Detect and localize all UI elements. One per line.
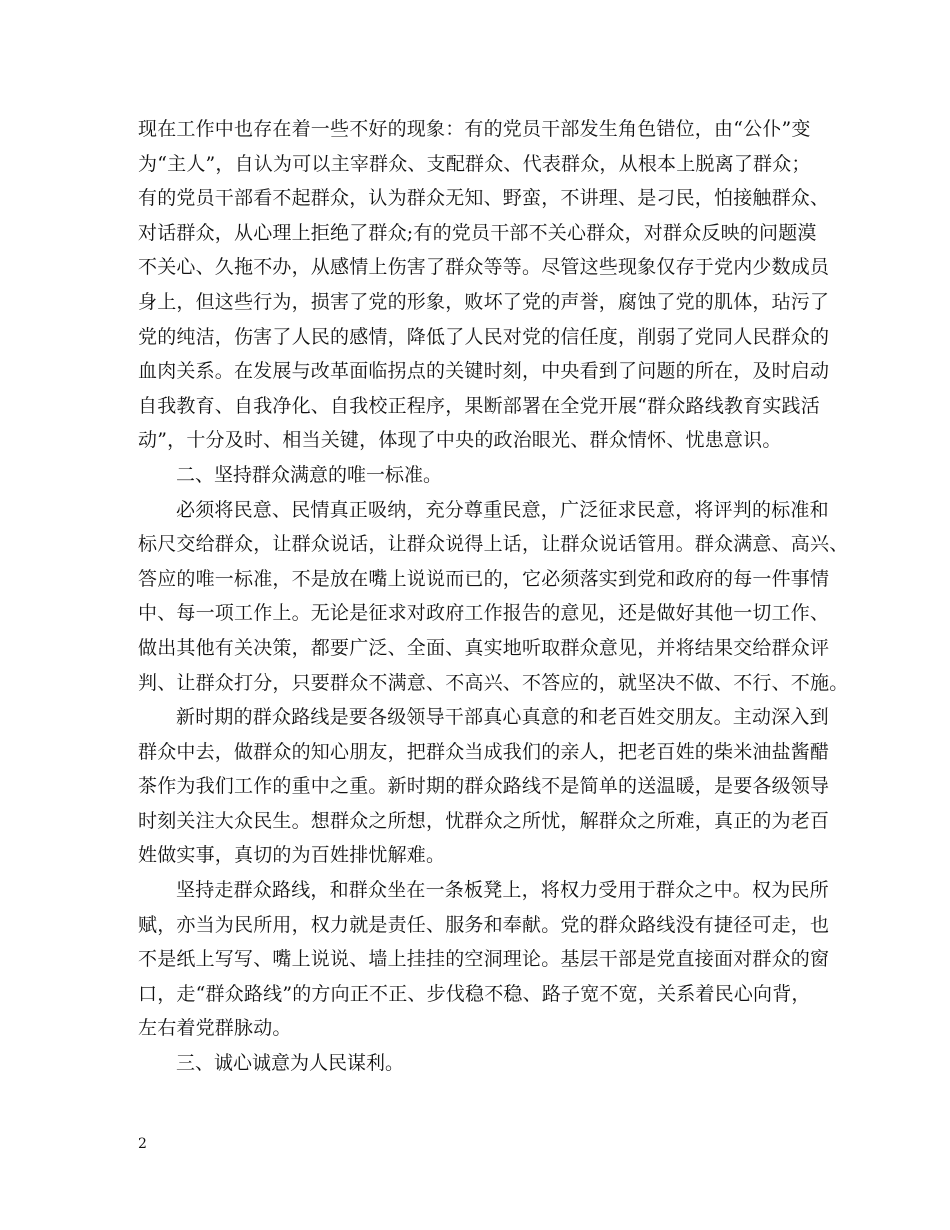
- text-line: 群众中去，做群众的知心朋友，把群众当成我们的亲人，把老百姓的柴米油盐酱醋: [138, 740, 830, 763]
- text-line: 为“主人”，自认为可以主宰群众、支配群众、代表群众，从根本上脱离了群众；: [138, 152, 811, 175]
- text-line: 答应的唯一标准，不是放在嘴上说说而已的，它必须落实到党和政府的每一件事情: [138, 567, 830, 590]
- text-line: 党的纯洁，伤害了人民的感情，降低了人民对党的信任度，削弱了党同人民群众的: [138, 325, 830, 348]
- text-line: 血肉关系。在发展与改革面临拐点的关键时刻，中央看到了问题的所在，及时启动: [138, 360, 830, 383]
- section-heading-two: 二、坚持群众满意的唯一标准。: [176, 463, 443, 486]
- text-line: 标尺交给群众，让群众说话，让群众说得上话，让群众说话管用。群众满意、高兴、: [138, 533, 849, 556]
- text-line: 姓做实事，真切的为百姓排忧解难。: [138, 844, 446, 867]
- text-line: 做出其他有关决策，都要广泛、全面、真实地听取群众意见，并将结果交给群众评: [138, 636, 830, 659]
- text-line: 时刻关注大众民生。想群众之所想，忧群众之所忧，解群众之所难，真正的为老百: [138, 809, 830, 832]
- document-body: [138, 112, 849, 1081]
- page-number: 2: [138, 1136, 147, 1152]
- text-line: 动”，十分及时、相当关键，体现了中央的政治眼光、群众情怀、忧患意识。: [138, 429, 782, 452]
- text-line: 不是纸上写写、嘴上说说、墙上挂挂的空洞理论。基层干部是党直接面对群众的窗: [138, 948, 830, 971]
- text-line: 左右着党群脉动。: [138, 1017, 292, 1040]
- text-line: 判、让群众打分，只要群众不满意、不高兴、不答应的，就坚决不做、不行、不施。: [138, 671, 849, 694]
- text-line: 自我教育、自我净化、自我校正程序，果断部署在全党开展“群众路线教育实践活: [138, 394, 820, 417]
- text-line: 坚持走群众路线，和群众坐在一条板凳上，将权力受用于群众之中。权为民所: [176, 879, 829, 902]
- text-line: 口，走“群众路线”的方向正不正、步伐稳不稳、路子宽不宽，关系着民心向背，: [138, 982, 811, 1005]
- text-line: 对话群众，从心理上拒绝了群众;有的党员干部不关心群众，对群众反映的问题漠: [138, 221, 817, 244]
- text-line: 身上，但这些行为，损害了党的形象，败坏了党的声誉，腐蚀了党的肌体，玷污了: [138, 290, 830, 313]
- text-line: 有的党员干部看不起群众，认为群众无知、野蛮，不讲理、是刁民，怕接触群众、: [138, 187, 830, 210]
- text-line: 新时期的群众路线是要各级领导干部真心真意的和老百姓交朋友。主动深入到: [176, 706, 829, 729]
- paragraph-public-opinion: [138, 493, 849, 701]
- paragraph-new-era-mass-line: [138, 700, 828, 873]
- paragraph-current-problems: [138, 112, 828, 458]
- text-line: 必须将民意、民情真正吸纳，充分尊重民意，广泛征求民意，将评判的标准和: [176, 498, 829, 521]
- text-line: 赋，亦当为民所用，权力就是责任、服务和奉献。党的群众路线没有捷径可走，也: [138, 913, 830, 936]
- text-line: 不关心、久拖不办，从感情上伤害了群众等等。尽管这些现象仅存于党内少数成员: [138, 256, 830, 279]
- section-heading-three: 三、诚心诚意为人民谋利。: [176, 1052, 405, 1075]
- text-line: 现在工作中也存在着一些不好的现象：有的党员干部发生角色错位，由“公仆”变: [138, 118, 811, 140]
- text-line: 中、每一项工作上。无论是征求对政府工作报告的意见，还是做好其他一切工作、: [138, 602, 830, 625]
- text-line: 茶作为我们工作的重中之重。新时期的群众路线不是简单的送温暖，是要各级领导: [138, 775, 830, 798]
- paragraph-power-for-people: [138, 873, 828, 1046]
